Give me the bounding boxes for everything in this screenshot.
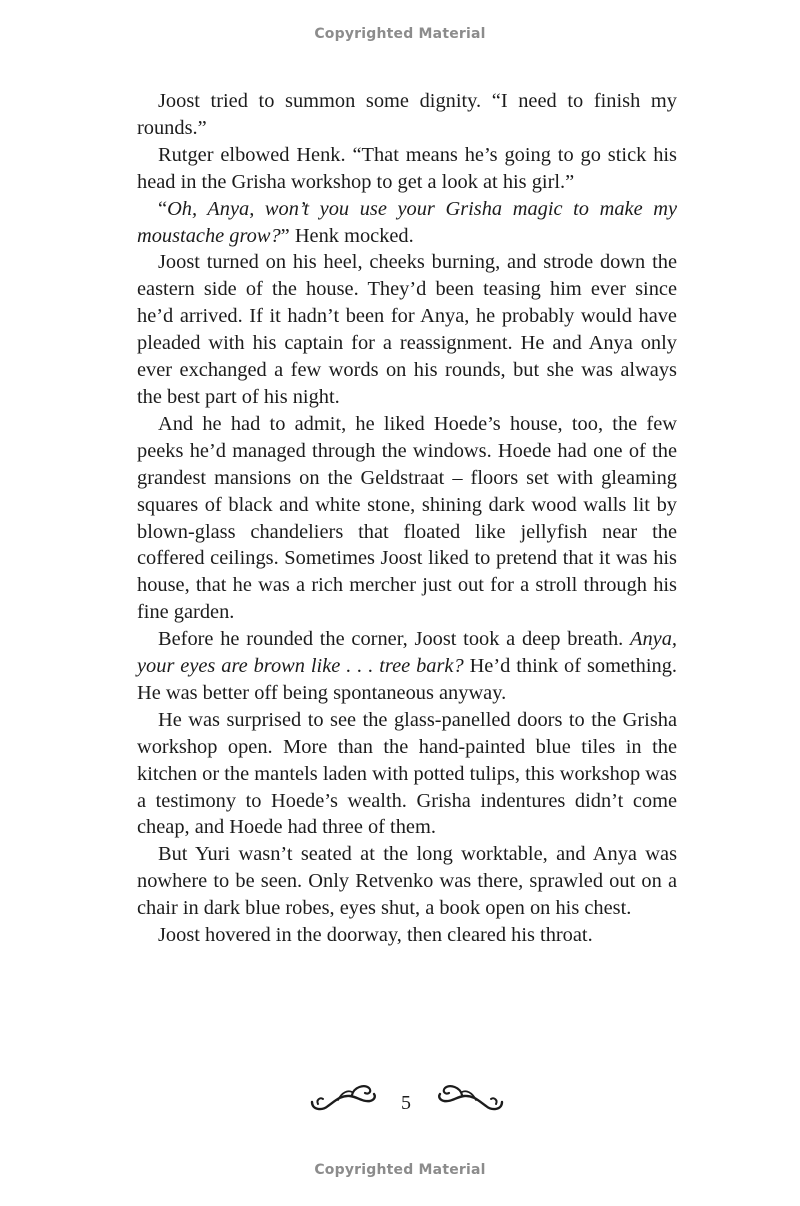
text-run: Before he rounded the corner, Joost took a deep breath.: [158, 628, 630, 651]
watermark-bottom: Copyrighted Material: [314, 1162, 486, 1178]
text-run: Joost hovered in the doorway, then cleared his throat.: [158, 924, 593, 947]
paragraph: [137, 196, 677, 250]
text-run: And he had to admit, he liked Hoede’s house, too, the few peeks he’d managed through the windows. Hoede had one of the grandest mansions on the Geldstraat – floors set with gleaming squares of black and white stone, shining dark wood walls lit by blown-glass chandeliers that floated like jellyfish near the coffered ceilings. Sometimes Joost liked to pretend that it was his house, that he was a rich mercher just out for a stroll through his fine garden.: [137, 412, 677, 624]
paragraph: [137, 142, 677, 196]
paragraph: [137, 707, 677, 842]
text-run: Joost turned on his heel, cheeks burning, and strode down the eastern side of the house. They’d been teasing him ever since he’d arrived. If it hadn’t been for Anya, he probably would have pleaded with his captain for a reassignment. He and Anya only ever exchanged a few words on his rounds, but she was always the best part of his night.: [137, 251, 677, 408]
body-text: [137, 88, 677, 949]
text-run: Joost tried to summon some dignity. “I need to finish my rounds.”: [137, 90, 677, 139]
text-run: Rutger elbowed Henk. “That means he’s going to go stick his head in the Grisha workshop to get a look at his girl.”: [137, 143, 677, 193]
paragraph: [137, 249, 677, 410]
watermark-top: Copyrighted Material: [314, 26, 486, 42]
italic-text: Anya, your eyes are brown like . . . tree bark?: [137, 628, 677, 678]
italic-text: Oh, Anya, won’t you use your Grisha magic to make my moustache grow?: [137, 197, 677, 247]
paragraph: [137, 922, 677, 949]
ornament-left-icon: [308, 1080, 378, 1114]
text-run: But Yuri wasn’t seated at the long worktable, and Anya was nowhere to be seen. Only Retvenko was there, sprawled out on a chair in dark blue robes, eyes shut, a book open on his chest.: [137, 843, 677, 920]
paragraph: [137, 88, 677, 142]
paragraph: [137, 626, 677, 707]
ornament-right-icon: [436, 1080, 506, 1114]
paragraph: [137, 841, 677, 922]
text-run: “: [158, 197, 168, 220]
text-run: He’d think of something. He was better off being spontaneous anyway.: [137, 655, 678, 704]
page-number: 5: [401, 1092, 411, 1114]
text-run: He was surprised to see the glass-panelled doors to the Grisha workshop open. More than the hand-painted blue tiles in the kitchen or the mantels laden with potted tulips, this workshop was a testimony to Hoede’s wealth. Grisha indentures didn’t come cheap, and Hoede had three of them.: [137, 708, 677, 839]
paragraph: [137, 411, 677, 626]
folio: [0, 1078, 800, 1118]
text-run: ” Henk mocked.: [280, 224, 414, 247]
